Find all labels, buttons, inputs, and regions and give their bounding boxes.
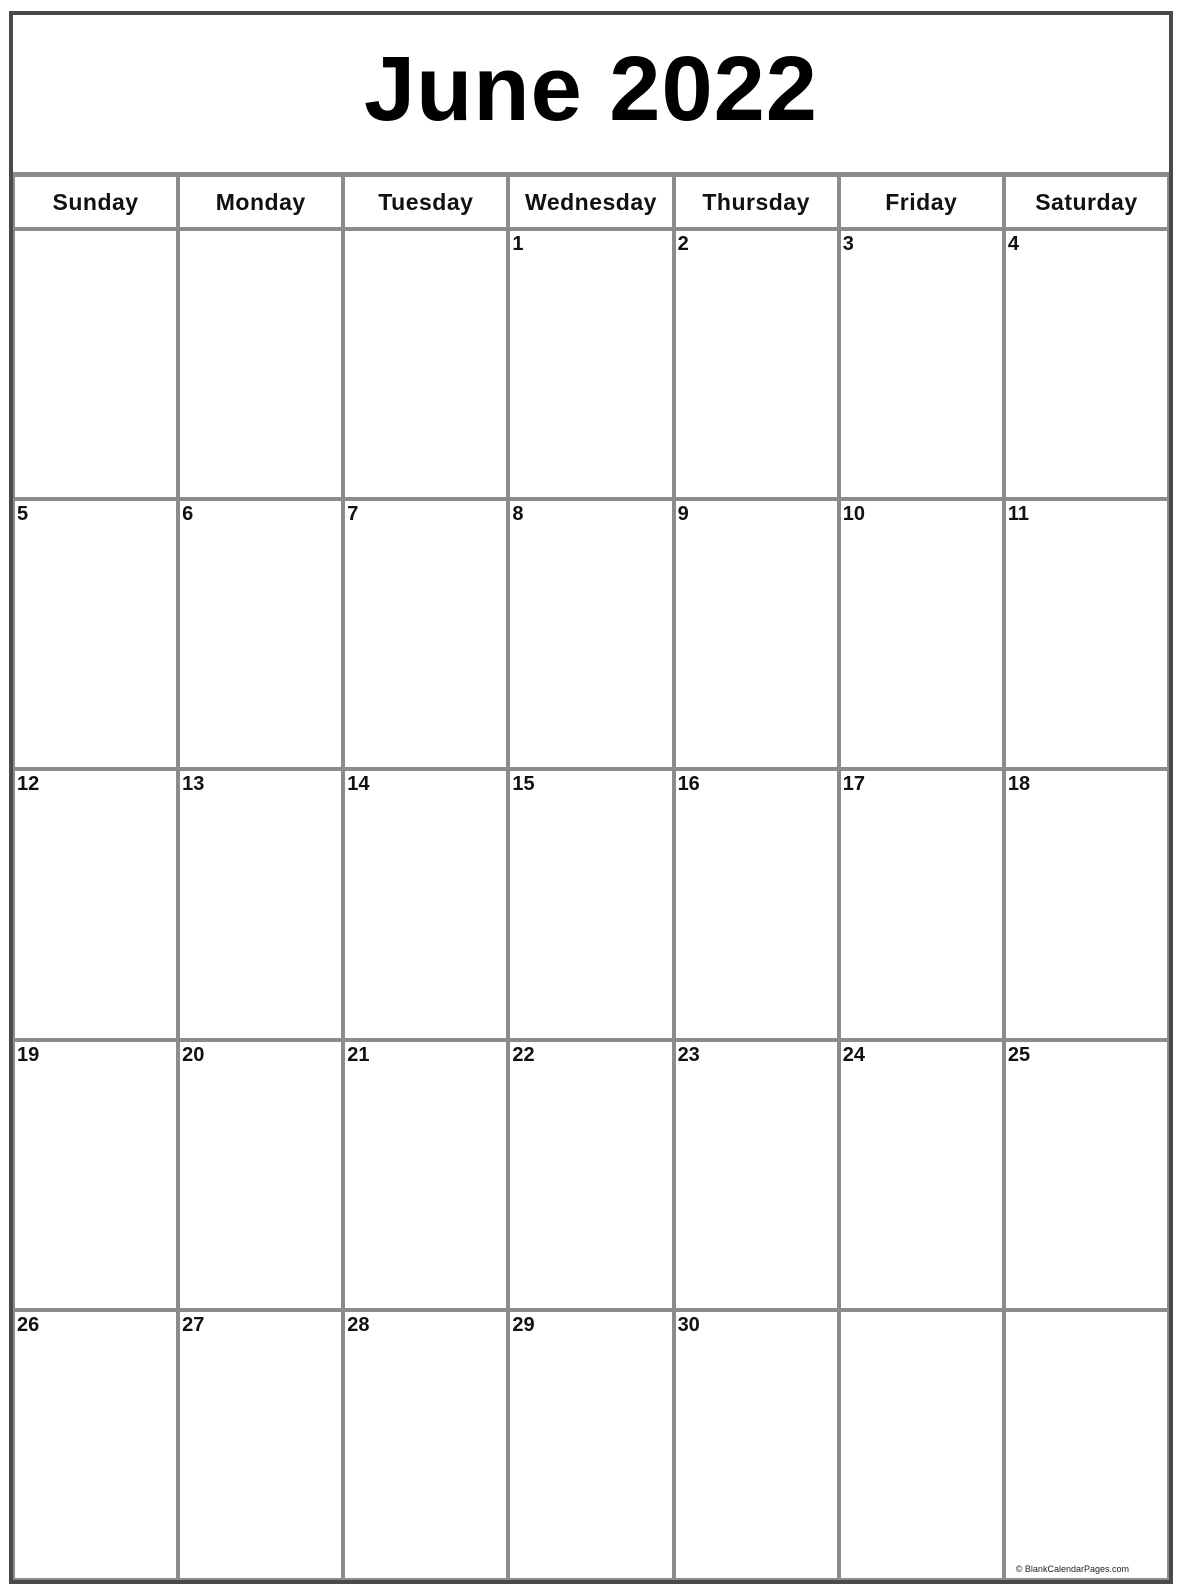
- day-number: 4: [1007, 233, 1019, 255]
- calendar-title: June 2022: [364, 38, 818, 140]
- day-number: 14: [347, 773, 370, 796]
- day-cell: [1004, 499, 1169, 769]
- day-number: 21: [347, 1043, 370, 1066]
- weekday-header-saturday: Saturday: [1004, 175, 1169, 229]
- day-cell: [13, 1310, 178, 1580]
- day-number: 20: [182, 1043, 205, 1066]
- day-cell: [13, 499, 178, 769]
- day-number: 5: [17, 503, 29, 526]
- day-cell: [839, 769, 1004, 1039]
- day-number: 12: [17, 773, 40, 796]
- day-number: 3: [842, 233, 854, 255]
- day-cell: [178, 1040, 343, 1310]
- day-cell: [508, 769, 673, 1039]
- day-number: 27: [182, 1313, 205, 1336]
- day-number: 22: [512, 1043, 535, 1066]
- day-cell: [343, 1040, 508, 1310]
- day-cell: [674, 1310, 839, 1580]
- day-number: 17: [842, 773, 865, 796]
- day-number: 29: [512, 1313, 535, 1336]
- day-number: 23: [677, 1043, 700, 1066]
- weekday-header-tuesday: Tuesday: [343, 175, 508, 229]
- day-cell: [343, 769, 508, 1039]
- weekday-header-wednesday: Wednesday: [508, 175, 673, 229]
- day-cell: [13, 769, 178, 1039]
- day-cell: [508, 1040, 673, 1310]
- empty-day-cell: [839, 1310, 1004, 1580]
- day-cell: [508, 229, 673, 499]
- empty-day-cell: [1004, 1310, 1169, 1580]
- day-number: 8: [512, 503, 524, 526]
- day-number: 28: [347, 1313, 370, 1336]
- empty-day-cell: [178, 229, 343, 499]
- day-number: 6: [182, 503, 194, 526]
- day-cell: [674, 769, 839, 1039]
- day-cell: [508, 1310, 673, 1580]
- day-number: 26: [17, 1313, 40, 1336]
- day-cell: [674, 1040, 839, 1310]
- day-number: 1: [512, 233, 524, 255]
- day-number: 30: [677, 1313, 700, 1336]
- day-number: 25: [1007, 1043, 1031, 1066]
- day-cell: [13, 1040, 178, 1310]
- day-number: 15: [512, 773, 535, 796]
- day-number: 13: [182, 773, 205, 796]
- day-number: 11: [1007, 503, 1029, 526]
- day-cell: [839, 1040, 1004, 1310]
- copyright-credit: © BlankCalendarPages.com: [1015, 1564, 1129, 1574]
- day-cell: [178, 1310, 343, 1580]
- day-number: 24: [842, 1043, 865, 1066]
- day-number: 18: [1007, 773, 1031, 796]
- empty-day-cell: [343, 229, 508, 499]
- day-cell: [343, 1310, 508, 1580]
- day-number: 9: [677, 503, 689, 526]
- day-number: 16: [677, 773, 700, 796]
- title-bar: [13, 15, 1169, 175]
- day-cell: [178, 499, 343, 769]
- empty-day-cell: [13, 229, 178, 499]
- day-cell: [674, 229, 839, 499]
- day-cell: [839, 499, 1004, 769]
- weekday-header-monday: Monday: [178, 175, 343, 229]
- day-number: 2: [677, 233, 689, 255]
- day-cell: [343, 499, 508, 769]
- weekday-header-sunday: Sunday: [13, 175, 178, 229]
- day-number: 19: [17, 1043, 40, 1066]
- day-number: 10: [842, 503, 865, 526]
- weekday-header-friday: Friday: [839, 175, 1004, 229]
- day-cell: [839, 229, 1004, 499]
- day-cell: [674, 499, 839, 769]
- weekday-header-thursday: Thursday: [674, 175, 839, 229]
- calendar-grid: [13, 175, 1169, 1580]
- day-cell: [1004, 229, 1169, 499]
- day-number: 7: [347, 503, 359, 526]
- calendar: [9, 11, 1173, 1584]
- day-cell: [1004, 769, 1169, 1039]
- day-cell: [178, 769, 343, 1039]
- day-cell: [508, 499, 673, 769]
- day-cell: [1004, 1040, 1169, 1310]
